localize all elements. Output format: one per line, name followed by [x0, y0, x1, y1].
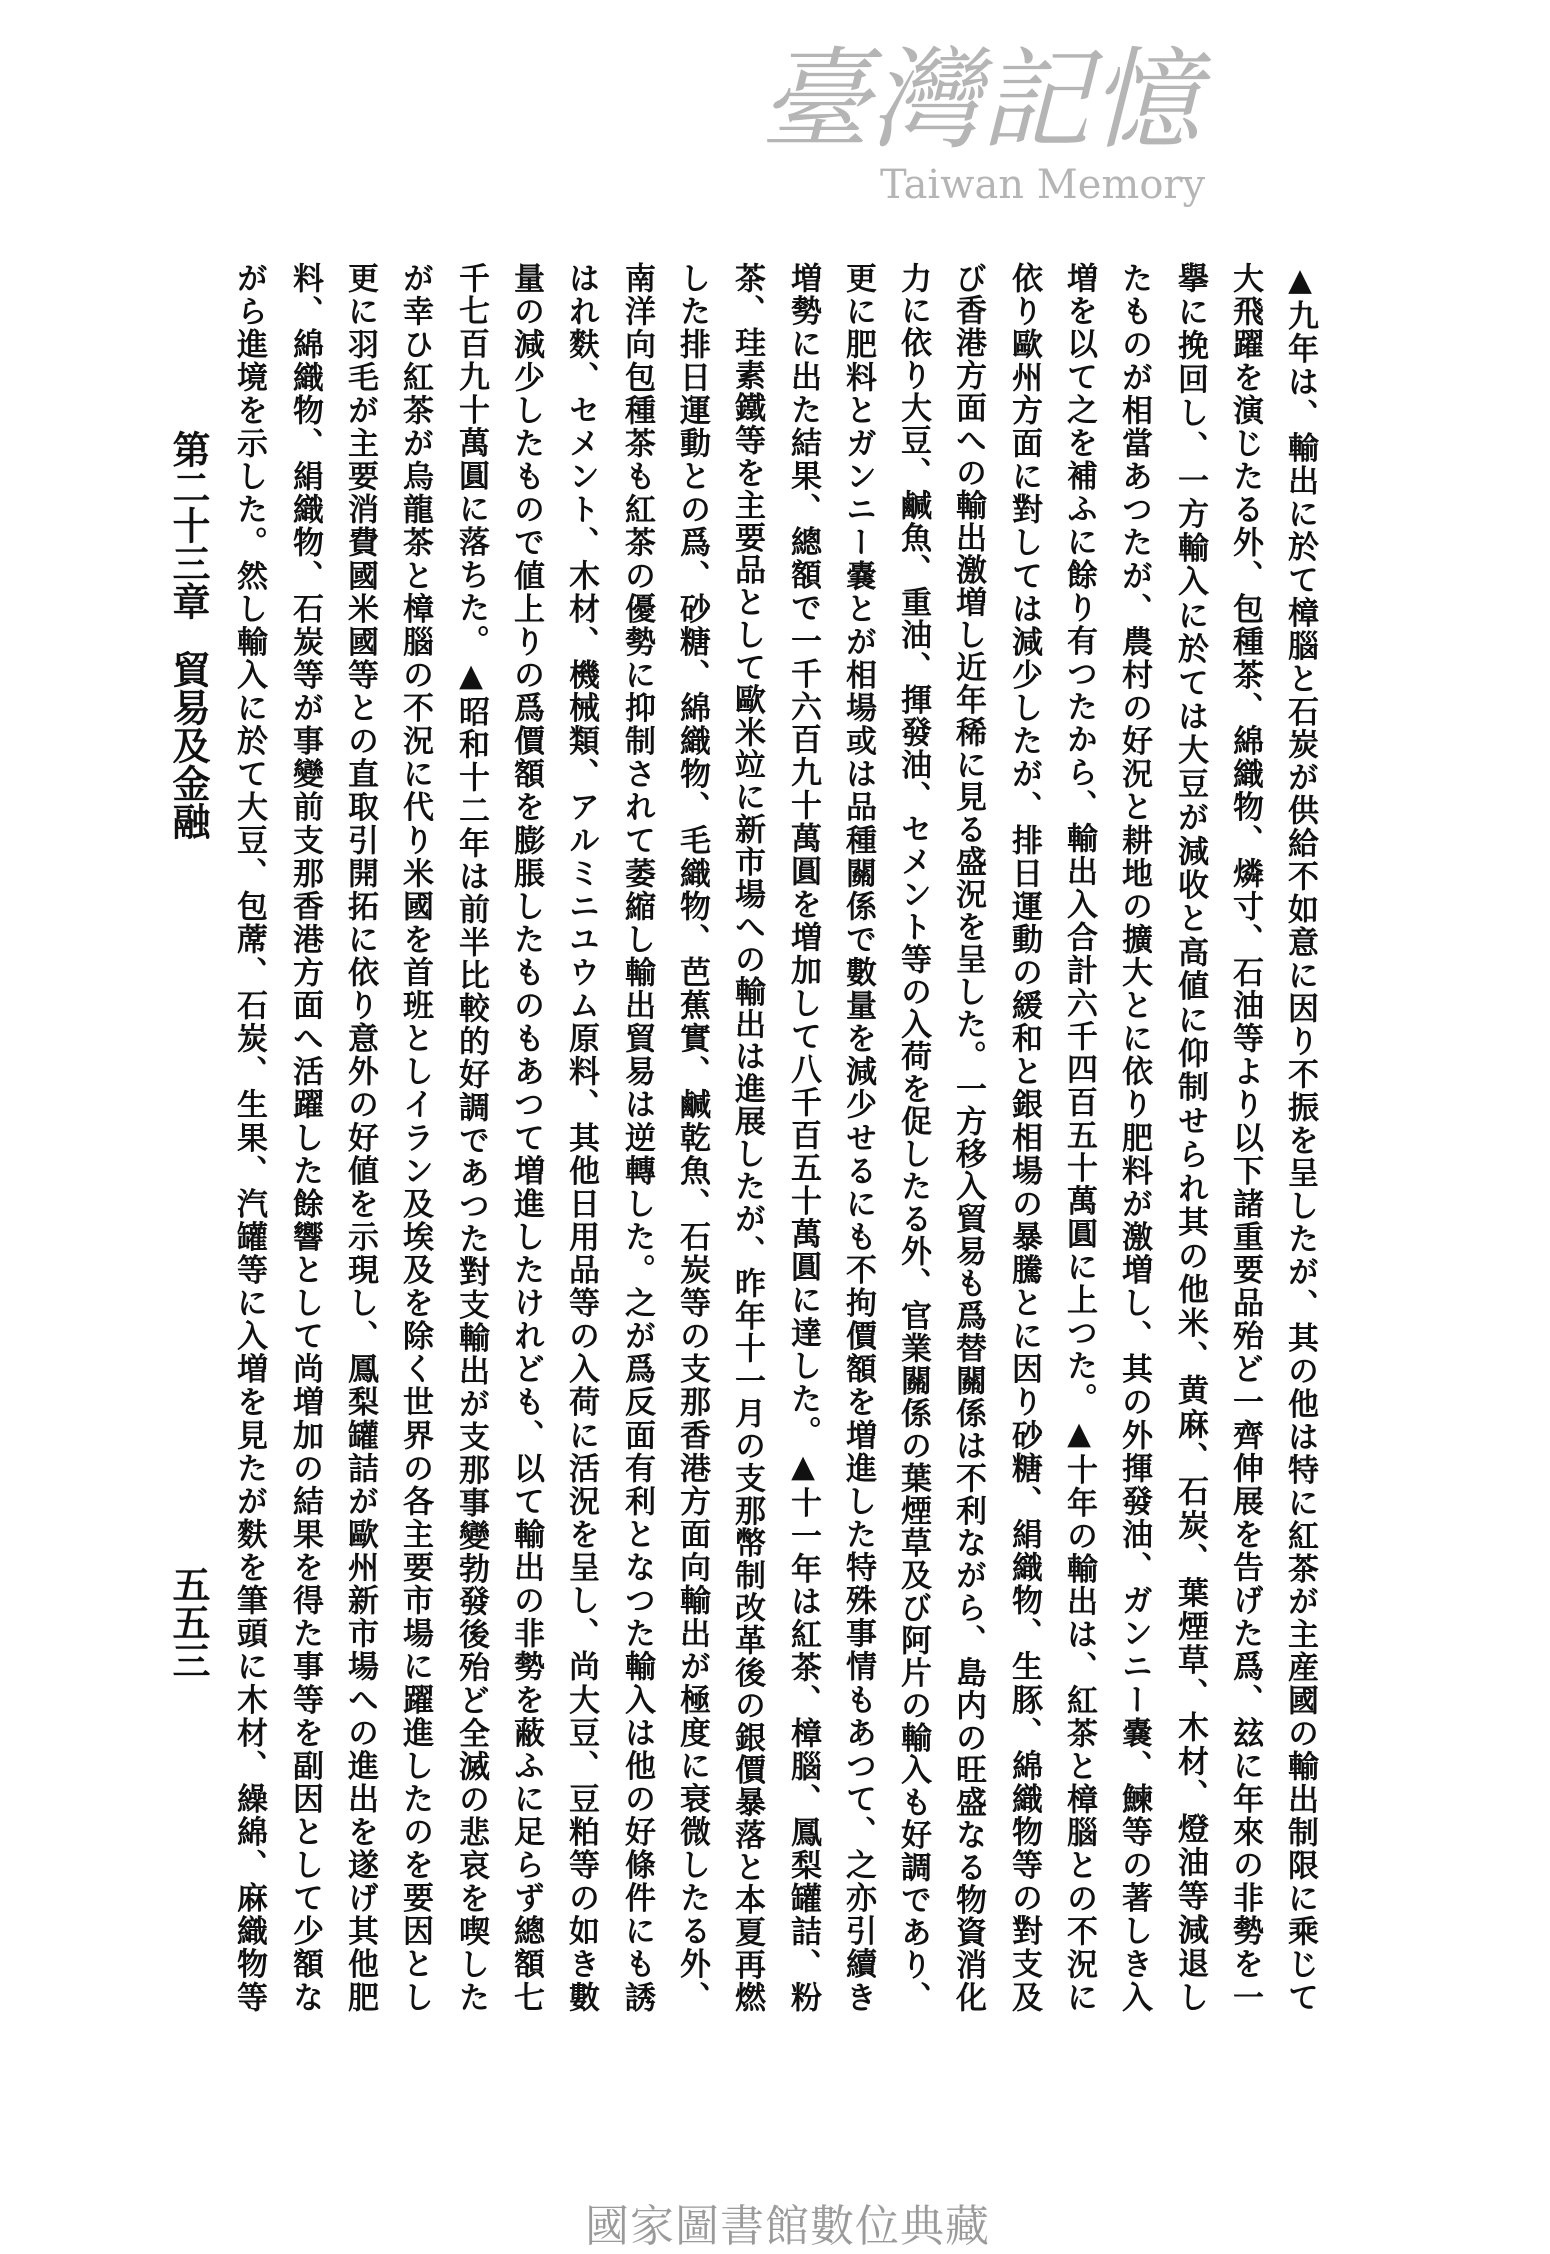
- text-column: 依り歐州方面に對しては減少したが、排日運動の緩和と銀相場の暴騰とに因り砂糖、絹織物、生豚、綿織物等の對支及: [1006, 262, 1042, 2012]
- text-column: 大飛躍を演じたる外、包種茶、綿織物、燐寸、石油等より以下諸重要品殆ど一齊伸展を告げた爲、玆に年來の非勢を一: [1227, 262, 1263, 2012]
- text-column: 茶、珪素鐵等を主要品として歐米竝に新市場への輸出は進展したが、昨年十一月の支那幣制改革後の銀價暴落と本夏再燃: [729, 262, 765, 2012]
- page-number: 五五三: [166, 1565, 211, 1679]
- footer-library-credit: 國家圖書館數位典藏: [585, 2201, 990, 2252]
- text-column: 千七百九十萬圓に落ちた。▲昭和十二年は前半比較的好調であつた對支輸出が支那事變勃發後殆ど全滅の悲哀を喫した: [453, 262, 489, 2012]
- text-column: 更に肥料とガンニー嚢とが相場或は品種關係で數量を減少せるにも不拘價額を増進した特殊事情もあつて、之亦引續き: [840, 262, 876, 2012]
- text-column: ▲九年は、輸出に於て樟腦と石炭が供給不如意に因り不振を呈したが、其の他は特に紅茶が主産國の輸出制限に乘じて: [1282, 262, 1318, 2012]
- text-column: び香港方面への輸出激増し近年稀に見る盛況を呈した。一方移入貿易も爲替關係は不利ながら、島内の旺盛なる物資消化: [950, 262, 986, 2012]
- text-column: たものが相當あつたが、農村の好況と耕地の擴大とに依り肥料が激増し、其の外揮發油、ガンニー嚢、鰊等の著しき入: [1116, 262, 1152, 2012]
- text-column: 料、綿織物、絹織物、石炭等が事變前支那香港方面へ活躍した餘響として尚増加の結果を得た事等を副因として少額な: [287, 262, 323, 2012]
- running-header-title: 貿易及金融: [166, 650, 211, 840]
- text-column: がら進境を示した。然し輸入に於て大豆、包蓆、石炭、生果、汽罐等に入増を見たが麩を筆頭に木材、繰綿、麻織物等: [231, 262, 267, 2012]
- text-column: が幸ひ紅茶が烏龍茶と樟腦の不況に代り米國を首班としイラン及埃及を除く世界の各主要市場に躍進したのを要因とし: [397, 262, 433, 2012]
- text-column: 擧に挽回し、一方輸入に於ては大豆が減收と高値に仰制せられ其の他米、黄麻、石炭、葉煙草、木材、燈油等減退し: [1172, 262, 1208, 2012]
- text-column: 量の減少したもので値上りの爲價額を膨脹したものもあつて増進したけれども、以て輸出の非勢を蔽ふに足らず總額七: [508, 262, 544, 2012]
- text-column: 増勢に出た結果、總額で一千六百九十萬圓を増加して八千百五十萬圓に達した。▲十一年は紅茶、樟腦、鳳梨罐詰、粉: [785, 262, 821, 2012]
- watermark-cjk: 臺灣記憶: [760, 36, 1200, 164]
- text-column: 更に羽毛が主要消費國米國等との直取引開拓に依り意外の好値を示現し、鳳梨罐詰が歐州新市場への進出を遂げ其他肥: [342, 262, 378, 2012]
- running-header-chapter: 第二十三章: [166, 430, 211, 620]
- text-column: 南洋向包種茶も紅茶の優勢に抑制されて萎縮し輸出貿易は逆轉した。之が爲反面有利となつた輸入は他の好條件にも誘: [619, 262, 655, 2012]
- watermark-en: Taiwan Memory: [880, 162, 1206, 208]
- text-column: はれ麩、セメント、木材、機械類、アルミニユウム原料、其他日用品等の入荷に活況を呈し、尚大豆、豆粕等の如き數: [563, 262, 599, 2012]
- text-column: 力に依り大豆、鹹魚、重油、揮發油、セメント等の入荷を促したる外、官業關係の葉煙草及び阿片の輸入も好調であり、: [895, 262, 931, 2012]
- text-column: した排日運動との爲、砂糖、綿織物、毛織物、芭蕉實、鹹乾魚、石炭等の支那香港方面向輸出が極度に衰微したる外、: [674, 262, 710, 2012]
- watermark-logo: [760, 36, 1206, 210]
- text-column: 増を以て之を補ふに餘り有つたから、輸出入合計六千四百五十萬圓に上つた。▲十年の輸出は、紅茶と樟腦との不況に: [1061, 262, 1097, 2012]
